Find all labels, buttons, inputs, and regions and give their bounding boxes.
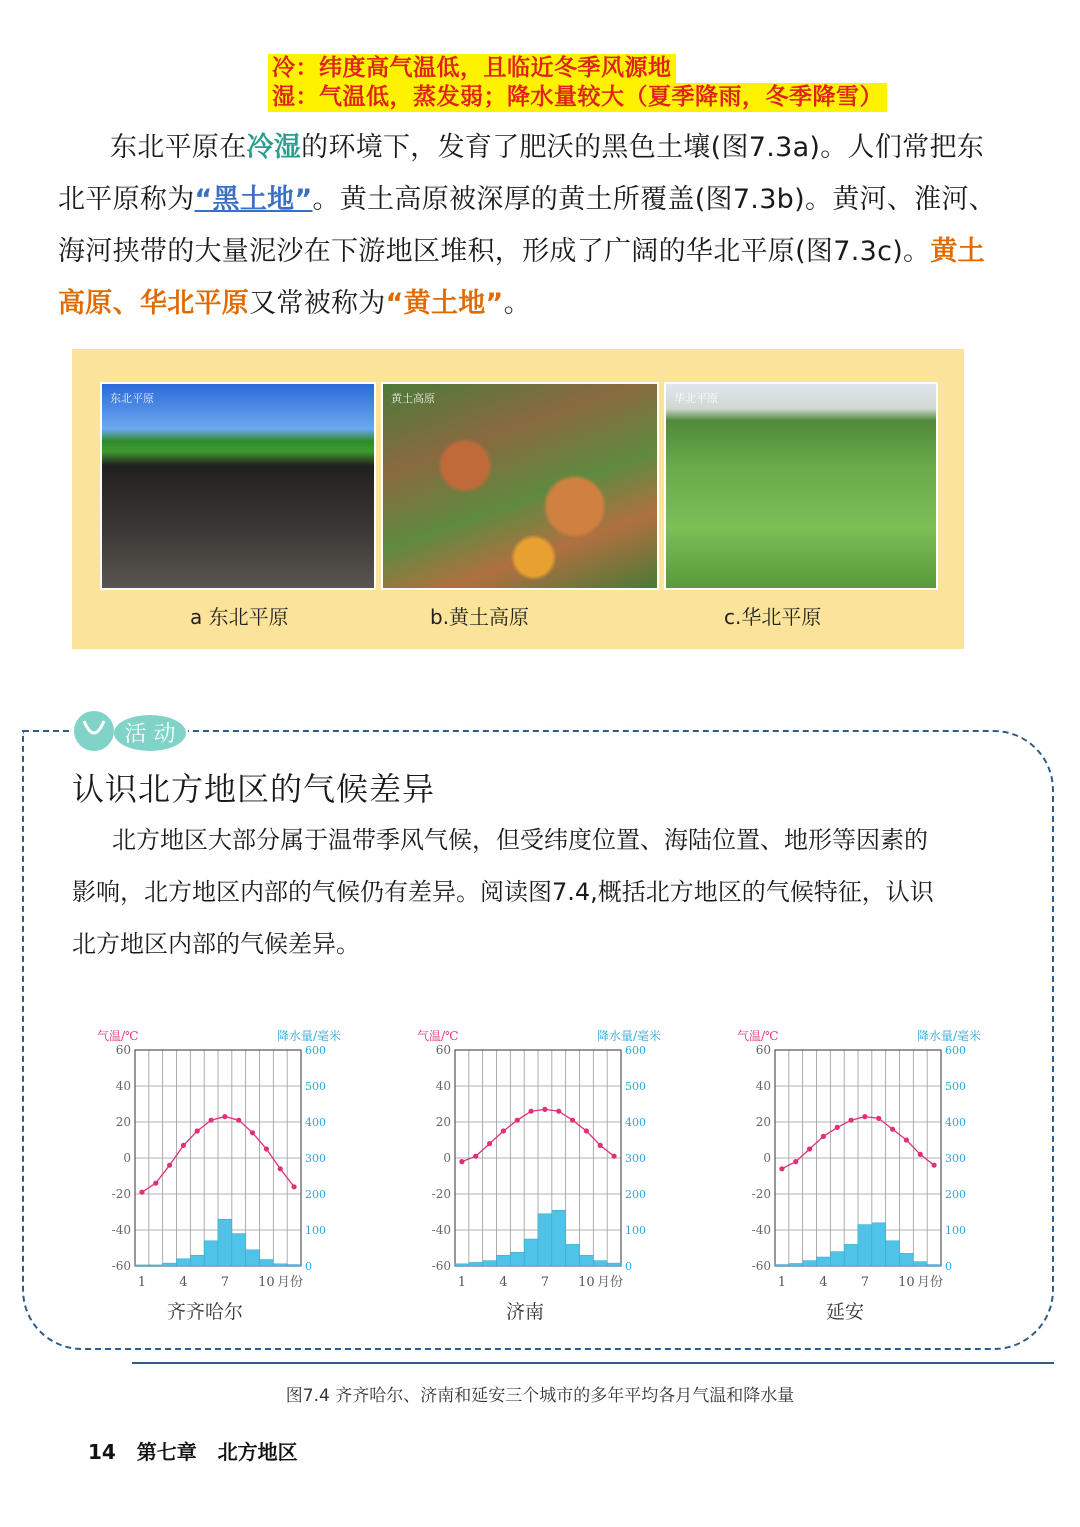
- temp-point: [153, 1181, 158, 1186]
- text-segment: 。黄土高原被深厚的黄土所覆盖(图7.3b)。黄河、淮河、海河挟带的大量泥沙在下游地区堆积，形成了广阔的华北平原(图7.3c)。: [58, 184, 997, 267]
- precip-bar: [886, 1241, 900, 1266]
- temp-tick-label: -40: [111, 1223, 131, 1237]
- temp-point: [931, 1163, 936, 1168]
- temp-tick-label: 40: [115, 1079, 131, 1093]
- precip-tick-label: 400: [945, 1116, 966, 1129]
- precip-tick-label: 400: [305, 1116, 326, 1129]
- activity-title: 认识北方地区的气候差异: [72, 770, 436, 808]
- activity-paragraph: [72, 814, 942, 970]
- temp-tick-label: 20: [755, 1115, 771, 1129]
- photo-loess-plateau: [381, 382, 659, 590]
- precip-bar: [232, 1234, 246, 1266]
- month-axis-label: 月份: [597, 1275, 624, 1290]
- temp-point: [862, 1114, 867, 1119]
- temp-tick-label: -60: [111, 1259, 131, 1273]
- photo-tag: 黄土高原: [391, 392, 435, 405]
- temp-axis-title: 气温/℃: [97, 1029, 139, 1043]
- precip-tick-label: 500: [945, 1080, 966, 1093]
- precip-bar: [163, 1263, 177, 1266]
- temp-point: [876, 1116, 881, 1121]
- temp-point: [250, 1130, 255, 1135]
- temp-point: [584, 1128, 589, 1133]
- activity-text: 北方地区大部分属于温带季风气候，但受纬度位置、海陆位置、地形等因素的影响，北方地区内部的气候仍有差异。阅读图7.4,概括北方地区的气候特征，认识北方地区内部的气候差异。: [72, 826, 934, 958]
- temp-point: [835, 1125, 840, 1130]
- temp-point: [890, 1127, 895, 1132]
- precip-bar: [287, 1265, 301, 1266]
- precip-bar: [607, 1263, 621, 1266]
- note-cold: 冷：纬度高气温低，且临近冬季风源地: [268, 54, 676, 83]
- precip-bar: [218, 1219, 232, 1266]
- temp-axis-title: 气温/℃: [417, 1029, 459, 1043]
- highlight-cold-wet: 冷湿: [246, 132, 302, 163]
- precip-tick-label: 300: [625, 1152, 646, 1165]
- temp-point: [208, 1118, 213, 1123]
- page-number: 14: [88, 1440, 116, 1464]
- city-name-label: 延安: [825, 1301, 865, 1323]
- temp-point: [611, 1154, 616, 1159]
- temp-tick-label: 0: [443, 1151, 451, 1165]
- temp-point: [222, 1114, 227, 1119]
- temp-point: [598, 1143, 603, 1148]
- month-tick-label: 7: [540, 1275, 550, 1290]
- temp-tick-label: 0: [763, 1151, 771, 1165]
- temp-point: [848, 1118, 853, 1123]
- temp-point: [459, 1159, 464, 1164]
- temp-tick-label: -40: [431, 1223, 451, 1237]
- precip-tick-label: 200: [625, 1188, 646, 1201]
- temp-point: [821, 1134, 826, 1139]
- temp-point: [807, 1146, 812, 1151]
- body-paragraph: [58, 122, 998, 330]
- temp-tick-label: 0: [123, 1151, 131, 1165]
- month-tick-label: 4: [179, 1275, 188, 1290]
- month-tick-label: 7: [220, 1275, 230, 1290]
- temp-point: [570, 1118, 575, 1123]
- precip-bar: [830, 1252, 844, 1266]
- precip-bar: [817, 1257, 831, 1266]
- precip-bar: [190, 1255, 204, 1266]
- precip-bar: [149, 1265, 163, 1266]
- precip-bar: [593, 1261, 607, 1266]
- month-tick-label: 1: [137, 1275, 147, 1290]
- chapter-label: 第七章: [136, 1440, 197, 1464]
- precip-bar: [900, 1253, 914, 1266]
- temp-tick-label: 20: [435, 1115, 451, 1129]
- precip-bar: [524, 1239, 538, 1266]
- temp-tick-label: -20: [751, 1187, 771, 1201]
- activity-badge: [70, 705, 188, 757]
- month-tick-label: 4: [819, 1275, 828, 1290]
- chapter-title: 北方地区: [217, 1440, 298, 1464]
- precip-bar: [775, 1265, 789, 1266]
- precip-tick-label: 0: [945, 1260, 952, 1273]
- photo-north-china-plain: [664, 382, 938, 590]
- precip-bar: [538, 1214, 552, 1266]
- temp-tick-label: -60: [751, 1259, 771, 1273]
- temp-point: [793, 1159, 798, 1164]
- precip-tick-label: 500: [305, 1080, 326, 1093]
- temp-tick-label: -20: [431, 1187, 451, 1201]
- precip-tick-label: 500: [625, 1080, 646, 1093]
- temp-tick-label: -20: [111, 1187, 131, 1201]
- photo-caption-c: c.华北平原: [724, 605, 822, 629]
- precip-axis-title: 降水量/毫米: [916, 1029, 981, 1043]
- month-tick-label: 7: [860, 1275, 870, 1290]
- temp-tick-label: 60: [435, 1043, 451, 1057]
- text-segment: 的环境下，发育了肥沃的黑色土壤(图7.3a)。人们常把东北平原称为: [58, 132, 985, 215]
- photo-caption-b: b.黄土高原: [430, 605, 530, 629]
- page-footer: [88, 1436, 298, 1465]
- temp-tick-label: 40: [755, 1079, 771, 1093]
- month-axis-label: 月份: [277, 1275, 304, 1290]
- city-name-label: 齐齐哈尔: [166, 1301, 244, 1323]
- photo-tag: 华北平原: [674, 392, 718, 405]
- temp-point: [278, 1166, 283, 1171]
- precip-bar: [135, 1265, 149, 1266]
- precip-bar: [177, 1259, 191, 1266]
- temp-tick-label: 40: [435, 1079, 451, 1093]
- temp-point: [167, 1163, 172, 1168]
- temp-tick-label: 60: [755, 1043, 771, 1057]
- climate-charts: [80, 1020, 1010, 1330]
- temp-point: [473, 1154, 478, 1159]
- precip-bar: [858, 1225, 872, 1266]
- month-tick-label: 4: [499, 1275, 508, 1290]
- precip-tick-label: 100: [625, 1224, 646, 1237]
- precip-bar: [246, 1250, 260, 1266]
- text-segment: 又常被称为: [249, 288, 386, 319]
- temp-point: [264, 1146, 269, 1151]
- precip-bar: [844, 1244, 858, 1266]
- precip-bar: [510, 1252, 524, 1266]
- text-segment: 。: [503, 288, 531, 319]
- precip-tick-label: 200: [945, 1188, 966, 1201]
- precip-tick-label: 300: [305, 1152, 326, 1165]
- photo-caption-a: a 东北平原: [190, 605, 289, 629]
- precip-tick-label: 0: [625, 1260, 632, 1273]
- precip-bar: [204, 1241, 218, 1266]
- photo-northeast-plain: [100, 382, 376, 590]
- precip-tick-label: 100: [945, 1224, 966, 1237]
- precip-tick-label: 0: [305, 1260, 312, 1273]
- precip-bar: [469, 1262, 483, 1266]
- month-axis-label: 月份: [917, 1275, 944, 1290]
- temp-point: [918, 1152, 923, 1157]
- month-tick-label: 1: [457, 1275, 467, 1290]
- precip-tick-label: 600: [625, 1044, 646, 1057]
- temp-point: [528, 1109, 533, 1114]
- highlight-black-soil: “黑土地”: [194, 184, 313, 215]
- temp-point: [139, 1190, 144, 1195]
- precip-bar: [497, 1255, 511, 1266]
- precip-tick-label: 100: [305, 1224, 326, 1237]
- temp-point: [487, 1141, 492, 1146]
- temp-point: [291, 1184, 296, 1189]
- temp-point: [556, 1109, 561, 1114]
- precip-bar: [260, 1260, 274, 1266]
- precip-bar: [580, 1255, 594, 1266]
- activity-badge-label: 活 动: [124, 722, 176, 747]
- precip-tick-label: 300: [945, 1152, 966, 1165]
- precip-bar: [273, 1264, 287, 1266]
- month-tick-label: 10: [258, 1275, 275, 1290]
- precip-bar: [927, 1265, 941, 1266]
- temp-point: [236, 1118, 241, 1123]
- temp-tick-label: 20: [115, 1115, 131, 1129]
- photo-tag: 东北平原: [110, 392, 154, 405]
- note-wet: 湿：气温低，蒸发弱；降水量较大（夏季降雨，冬季降雪）: [268, 83, 887, 112]
- temp-tick-label: -40: [751, 1223, 771, 1237]
- precip-bar: [872, 1223, 886, 1266]
- precip-tick-label: 200: [305, 1188, 326, 1201]
- temp-point: [501, 1128, 506, 1133]
- activity-box-underline: [132, 1362, 1054, 1364]
- temp-point: [181, 1143, 186, 1148]
- precip-axis-title: 降水量/毫米: [596, 1029, 661, 1043]
- precip-bar: [789, 1263, 803, 1266]
- precip-tick-label: 600: [305, 1044, 326, 1057]
- precip-tick-label: 400: [625, 1116, 646, 1129]
- temp-axis-title: 气温/℃: [737, 1029, 779, 1043]
- temp-point: [542, 1107, 547, 1112]
- highlight-loess-plains: 黄土高原、华北平原: [58, 236, 985, 319]
- precip-bar: [913, 1262, 927, 1266]
- precip-axis-title: 降水量/毫米: [276, 1029, 341, 1043]
- temp-point: [515, 1118, 520, 1123]
- temp-point: [195, 1128, 200, 1133]
- temp-tick-label: 60: [115, 1043, 131, 1057]
- annotation-notes: [268, 54, 938, 112]
- month-tick-label: 1: [777, 1275, 787, 1290]
- precip-bar: [552, 1210, 566, 1266]
- figure-caption: 图7.4 齐齐哈尔、济南和延安三个城市的多年平均各月气温和降水量: [285, 1386, 795, 1406]
- city-name-label: 济南: [505, 1301, 545, 1323]
- precip-bar: [803, 1261, 817, 1266]
- temp-point: [779, 1166, 784, 1171]
- temp-point: [904, 1137, 909, 1142]
- precip-tick-label: 600: [945, 1044, 966, 1057]
- photo-panel: [72, 349, 964, 649]
- month-tick-label: 10: [578, 1275, 595, 1290]
- temp-tick-label: -60: [431, 1259, 451, 1273]
- precip-bar: [455, 1264, 469, 1266]
- month-tick-label: 10: [898, 1275, 915, 1290]
- precip-bar: [483, 1261, 497, 1266]
- text-segment: 东北平原在: [110, 132, 247, 163]
- highlight-yellow-soil: “黄土地”: [385, 288, 504, 319]
- precip-bar: [566, 1244, 580, 1266]
